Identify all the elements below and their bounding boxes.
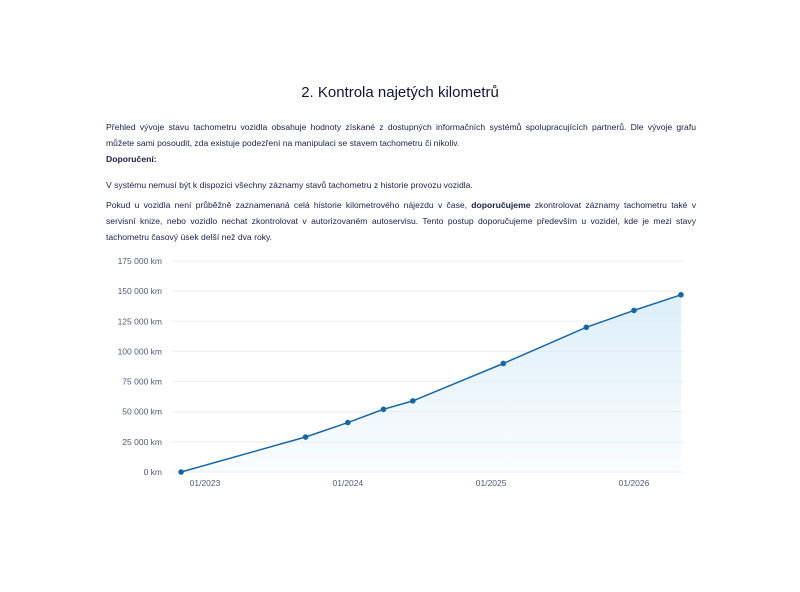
data-point <box>631 308 637 314</box>
recommendation-text-start: Pokud u vozidla není průběžně zaznamenaná celá historie kilometrového nájezdu v čase, <box>106 200 472 210</box>
data-point <box>345 420 351 426</box>
recommendation-paragraph-2 <box>106 197 696 245</box>
y-tick-label: 125 000 km <box>117 316 162 327</box>
y-tick-label: 100 000 km <box>117 346 162 357</box>
x-axis-labels <box>190 478 650 488</box>
x-tick-label: 01/2026 <box>618 478 650 488</box>
y-tick-label: 75 000 km <box>122 376 162 387</box>
recommendation-paragraph-1: V systému nemusí být k dispozici všechny záznamy stavů tachometru z historie provozu vozidla. <box>106 180 473 190</box>
data-point <box>410 398 416 404</box>
y-tick-label: 50 000 km <box>122 406 162 417</box>
data-point <box>583 325 589 331</box>
x-tick-label: 01/2024 <box>332 478 364 488</box>
recommendation-emphasis: doporučujeme <box>471 200 531 210</box>
y-tick-label: 175 000 km <box>117 256 162 266</box>
data-point <box>178 469 184 475</box>
y-axis-labels <box>118 256 162 477</box>
x-tick-label: 01/2025 <box>475 478 507 488</box>
page-title: 2. Kontrola najetých kilometrů <box>301 84 499 101</box>
data-point <box>500 361 506 367</box>
odometer-chart <box>0 248 800 498</box>
y-tick-label: 150 000 km <box>117 286 162 297</box>
data-point <box>381 407 387 413</box>
recommendation-text-end: zkontrolovat záznamy tachometru také v servisní knize, nebo vozidlo nechat zkontrolovat v autorizovaném autoservisu. Tento postup doporučujeme především u vozidel, kde je mezi stavy tachometru časový úsek delší než dva roky. <box>106 200 696 242</box>
recommendation-label: Doporučení: <box>106 154 157 164</box>
y-tick-label: 0 km <box>143 467 162 477</box>
x-tick-label: 01/2023 <box>189 478 221 488</box>
intro-paragraph: Přehled vývoje stavu tachometru vozidla obsahuje hodnoty získané z dostupných informačních systémů spolupracujících partnerů. Dle vývoje grafu můžete sami posoudit, zda existuje podezření na manipulaci se stavem tachometru či nikoliv. <box>106 122 696 148</box>
y-tick-label: 25 000 km <box>122 436 162 447</box>
data-point <box>303 434 309 440</box>
data-point <box>678 292 684 298</box>
